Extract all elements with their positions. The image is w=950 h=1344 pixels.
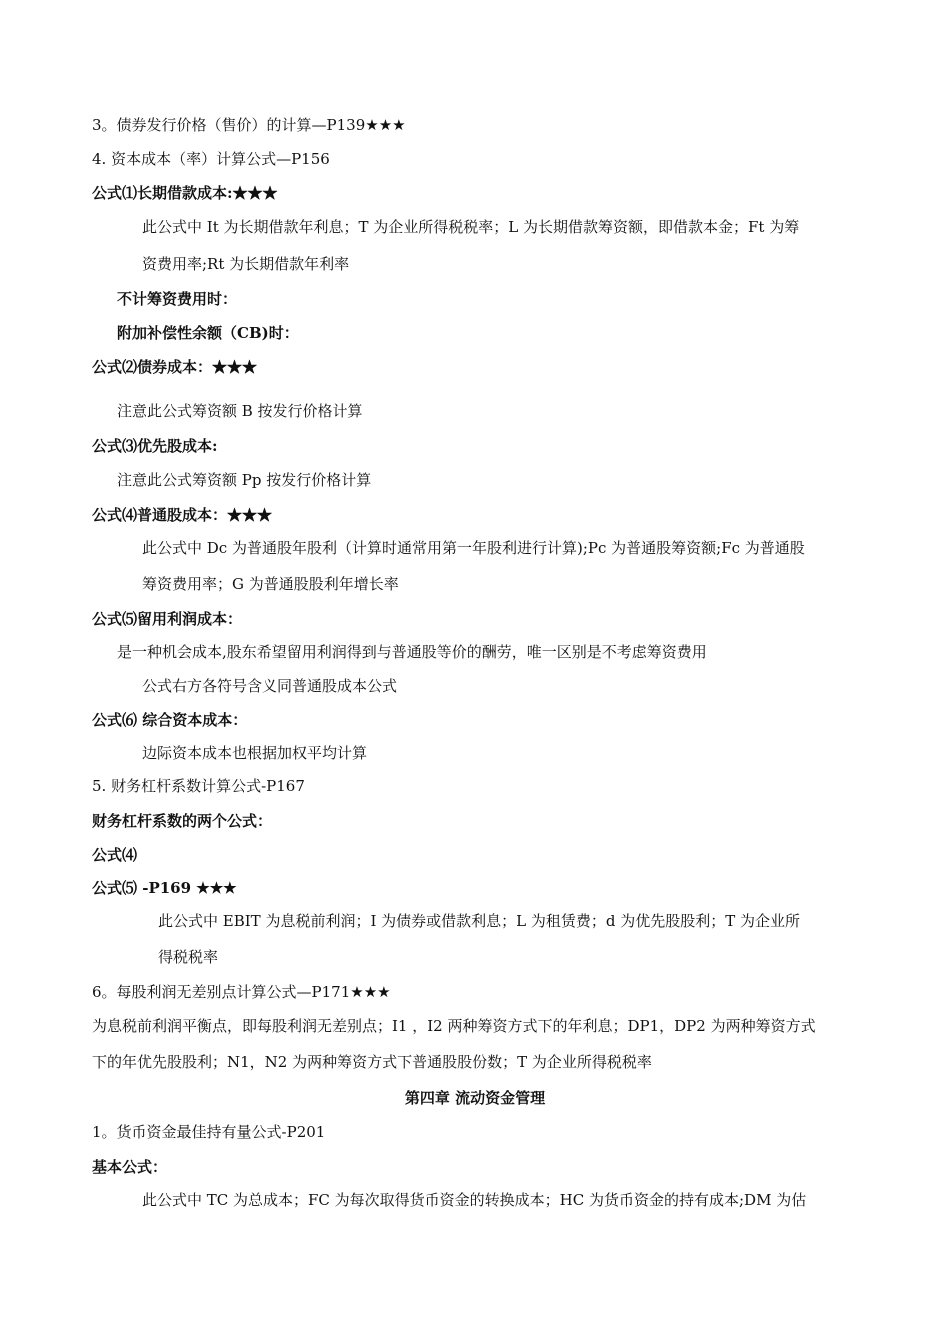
section-cash-holding: 1。货币资金最佳持有量公式-P201 (92, 1123, 326, 1141)
formula-5-desc: 是一种机会成本,股东希望留用利润得到与普通股等价的酬劳，唯一区别是不考虑筹资费用 (117, 643, 707, 661)
eps-note-cont: 下的年优先股股利；N1，N2 为两种筹资方式下普通股股份数；T 为企业所得税税率 (92, 1053, 652, 1071)
leverage-heading: 财务杠杆系数的两个公式： (92, 812, 273, 830)
no-fee-heading: 不计筹资费用时： (117, 290, 238, 308)
formula-5-heading: 公式⑸留用利润成本： (92, 610, 243, 628)
leverage-note-cont: 得税税率 (158, 948, 219, 966)
formula-4-note: 此公式中 Dc 为普通股年股利（计算时通常用第一年股利进行计算);Pc 为普通股筹资额;Fc 为普通股 (142, 539, 805, 557)
section-capital-cost: 4. 资本成本（率）计算公式—P156 (92, 150, 330, 168)
cash-formula-note: 此公式中 TC 为总成本；FC 为每次取得货币资金的转换成本；HC 为货币资金的持有成本;DM 为估 (142, 1191, 807, 1209)
formula-2-note: 注意此公式筹资额 B 按发行价格计算 (117, 402, 363, 420)
marginal-cost-note: 边际资本成本也根据加权平均计算 (142, 744, 368, 762)
formula-6-heading: 公式⑹ 综合资本成本： (92, 711, 248, 729)
eps-note: 为息税前利润平衡点，即每股利润无差别点；I1 ，I2 两种筹资方式下的年利息；DP1，DP2 为两种筹资方式 (92, 1017, 816, 1035)
section-bond-price: 3。债券发行价格（售价）的计算—P139★★★ (92, 116, 406, 134)
formula-5-note: 公式右方各符号含义同普通股成本公式 (142, 677, 398, 695)
formula-1-heading: 公式⑴长期借款成本:★★★ (92, 184, 278, 202)
section-eps-indifference: 6。每股利润无差别点计算公式—P171★★★ (92, 983, 391, 1001)
formula-1-note: 此公式中 It 为长期借款年利息；T 为企业所得税税率；L 为长期借款筹资额，即借款本金；Ft 为筹 (142, 218, 800, 236)
chapter-heading: 第四章 流动资金管理 (404, 1089, 546, 1107)
basic-formula-heading: 基本公式： (92, 1158, 168, 1176)
leverage-note: 此公式中 EBIT 为息税前利润；I 为债券或借款利息；L 为租赁费；d 为优先股股利；T 为企业所 (158, 912, 801, 930)
formula-4-heading: 公式⑷普通股成本：★★★ (92, 506, 273, 524)
cb-heading: 附加补偿性余额（CB)时： (117, 324, 299, 342)
section-leverage: 5. 财务杠杆系数计算公式-P167 (92, 777, 305, 795)
formula-3-heading: 公式⑶优先股成本: (92, 437, 218, 455)
formula-2-heading: 公式⑵债券成本：★★★ (92, 358, 258, 376)
leverage-formula-4: 公式⑷ (92, 846, 138, 864)
leverage-formula-5: 公式⑸ -P169 ★★★ (92, 879, 237, 897)
formula-1-note-cont: 资费用率;Rt 为长期借款年利率 (142, 255, 350, 273)
formula-4-note-cont: 筹资费用率；G 为普通股股利年增长率 (142, 575, 399, 593)
formula-3-note: 注意此公式筹资额 Pp 按发行价格计算 (117, 471, 372, 489)
